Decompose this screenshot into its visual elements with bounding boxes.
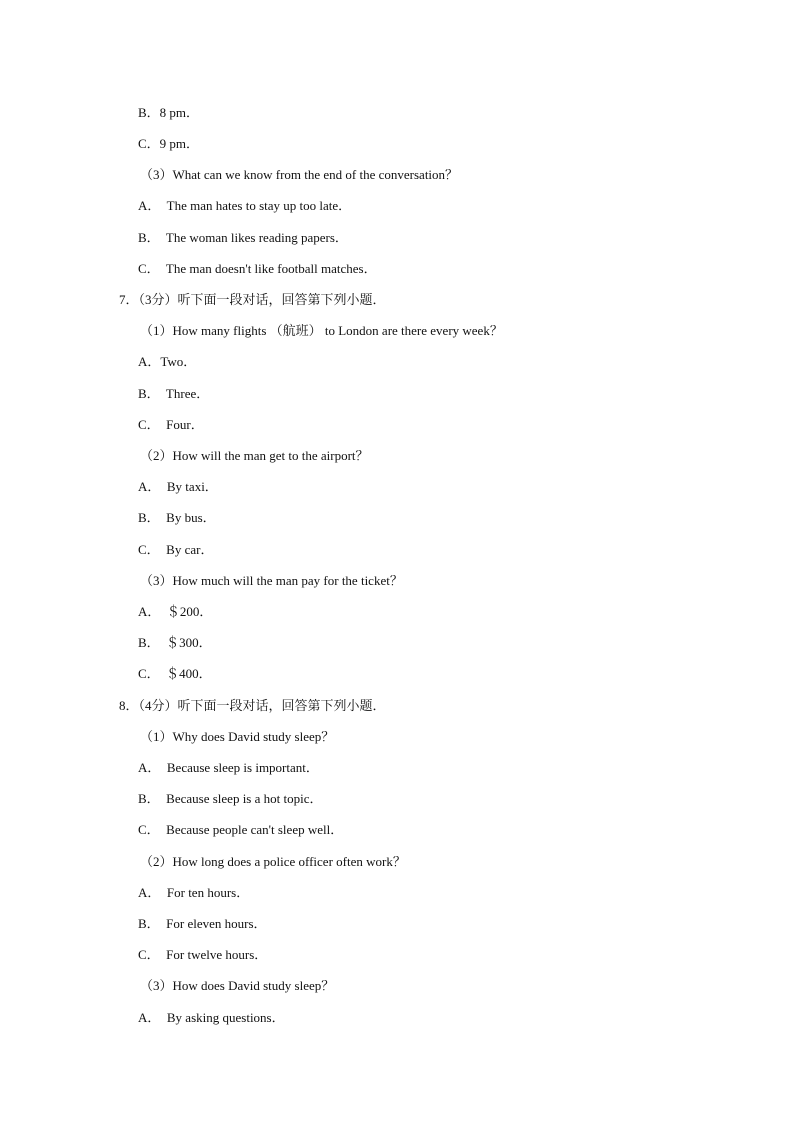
q7-sub1-option-b: B． Three． bbox=[138, 386, 210, 401]
q8-sub2-option-c: C． For twelve hours． bbox=[138, 947, 268, 962]
q8-sub1-option-a: A． Because sleep is important． bbox=[138, 760, 319, 775]
q6-sub3-option-b: B． The woman likes reading papers． bbox=[138, 230, 348, 245]
q7-sub3-option-b: B． ＄300． bbox=[138, 635, 212, 650]
q7-sub2-option-a: A． By taxi． bbox=[138, 479, 218, 494]
q8-sub1-option-c: C． Because people can't sleep well． bbox=[138, 822, 344, 837]
q7-sub2-question: （2）How will the man get to the airport？ bbox=[140, 448, 369, 463]
q7-sub1-question: （1）How many flights （航班） to London are there every week？ bbox=[140, 323, 503, 338]
q8-sub1-option-b: B． Because sleep is a hot topic． bbox=[138, 791, 323, 806]
q7-sub3-option-c: C． ＄400． bbox=[138, 666, 212, 681]
q7-sub1-option-a: A．Two． bbox=[138, 354, 197, 369]
q8-sub2-option-a: A． For ten hours． bbox=[138, 885, 250, 900]
q8-heading: 8．（4分）听下面一段对话，回答第下列小题． bbox=[119, 698, 386, 713]
q6-sub3-option-c: C． The man doesn't like football matches． bbox=[138, 261, 377, 276]
q7-sub2-option-b: B． By bus． bbox=[138, 510, 216, 525]
q7-sub1-option-c: C． Four． bbox=[138, 417, 204, 432]
q7-sub3-option-a: A． ＄200． bbox=[138, 604, 213, 619]
q7-sub3-question: （3）How much will the man pay for the ticket？ bbox=[140, 573, 403, 588]
q6-sub2-option-c: C．9 pm． bbox=[138, 136, 200, 151]
q8-sub3-question: （3）How does David study sleep？ bbox=[140, 978, 335, 993]
q6-sub3-question: （3）What can we know from the end of the conversation？ bbox=[140, 167, 459, 182]
q6-sub2-option-b: B．8 pm． bbox=[138, 105, 200, 120]
q7-sub2-option-c: C． By car． bbox=[138, 542, 214, 557]
q8-sub2-option-b: B． For eleven hours． bbox=[138, 916, 267, 931]
q7-heading: 7．（3分）听下面一段对话，回答第下列小题． bbox=[119, 292, 386, 307]
q8-sub2-question: （2）How long does a police officer often work？ bbox=[140, 854, 406, 869]
q6-sub3-option-a: A． The man hates to stay up too late． bbox=[138, 198, 352, 213]
q8-sub1-question: （1）Why does David study sleep？ bbox=[140, 729, 335, 744]
q8-sub3-option-a: A． By asking questions． bbox=[138, 1010, 285, 1025]
